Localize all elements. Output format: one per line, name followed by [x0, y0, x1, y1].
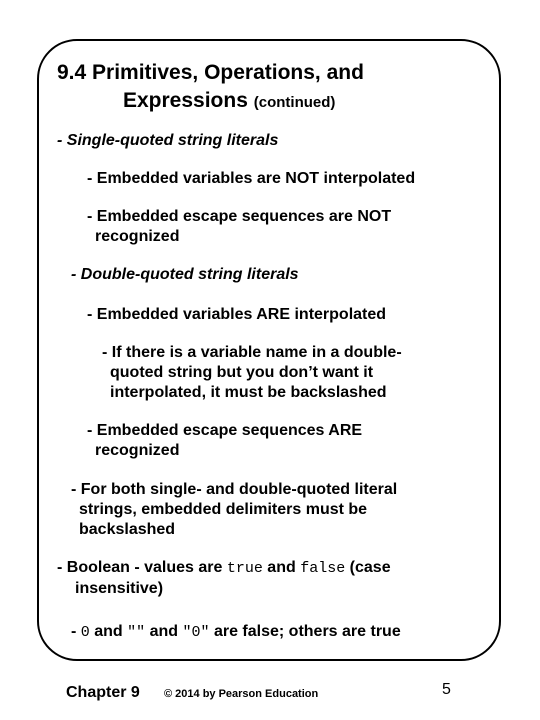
title-line-2: [57, 87, 477, 117]
bullet-dq-backslash: [102, 343, 402, 403]
boolean-false-code: false: [300, 560, 346, 577]
bullet-delimiters: [71, 480, 397, 540]
false-empty-code: "": [127, 624, 146, 641]
sq-escapes-line-1: - Embedded escape sequences are NOT: [87, 208, 392, 225]
bullet-single-quoted: - Single-quoted string literals: [57, 132, 279, 149]
title-line-1: 9.4 Primitives, Operations, and: [57, 61, 364, 84]
boolean-line-2: insensitive): [75, 580, 164, 597]
sq-escapes-line-2: recognized: [95, 228, 180, 245]
title-continued: (continued): [253, 94, 336, 111]
bullet-sq-escapes: [87, 207, 391, 247]
footer-page-number: 5: [442, 681, 451, 698]
false-and-1: and: [89, 623, 128, 640]
boolean-and: and: [262, 559, 301, 576]
footer-chapter: Chapter 9: [66, 684, 140, 701]
boolean-prefix: - Boolean - values are: [57, 559, 227, 576]
slide-title: [57, 59, 477, 117]
title-line-2-text: Expressions: [123, 89, 248, 112]
footer-copyright: © 2014 by Pearson Education: [164, 688, 319, 700]
dq-escapes-line-2: recognized: [95, 442, 180, 459]
delimiters-line-1: - For both single- and double-quoted literal: [71, 481, 398, 498]
false-zero-string-code: "0": [182, 624, 210, 641]
bullet-boolean: [57, 558, 391, 599]
dq-escapes-line-1: - Embedded escape sequences ARE: [87, 422, 363, 439]
bullet-double-quoted: - Double-quoted string literals: [71, 266, 299, 283]
bullet-false-values: [71, 622, 401, 643]
false-rest: are false; others are true: [209, 623, 401, 640]
bullet-sq-variables: - Embedded variables are NOT interpolated: [87, 170, 416, 187]
dq-backslash-line-1: - If there is a variable name in a double-: [102, 344, 402, 361]
dq-backslash-line-3: interpolated, it must be backslashed: [110, 384, 387, 401]
false-and-2: and: [145, 623, 183, 640]
dq-backslash-line-2: quoted string but you don’t want it: [110, 364, 374, 381]
false-zero-code: 0: [80, 624, 90, 641]
boolean-suffix: (case: [345, 559, 391, 576]
delimiters-line-2: strings, embedded delimiters must be: [79, 501, 368, 518]
bullet-dq-variables: - Embedded variables ARE interpolated: [87, 306, 387, 323]
boolean-true-code: true: [226, 560, 263, 577]
bullet-dq-escapes: [87, 421, 362, 461]
delimiters-line-3: backslashed: [79, 521, 176, 538]
false-dash: -: [71, 623, 81, 640]
